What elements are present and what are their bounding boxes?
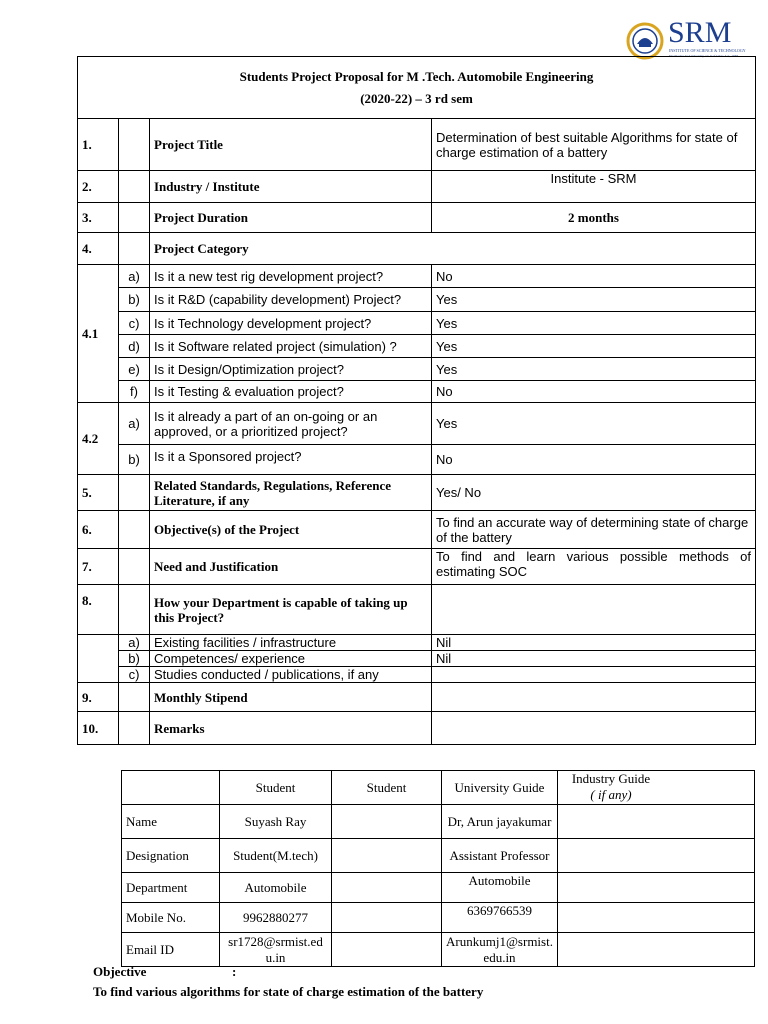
row-spacer [119, 203, 150, 233]
row-category [78, 233, 756, 265]
title-row [78, 57, 756, 119]
sig-student-1-value: Automobile [220, 873, 332, 903]
sig-university-guide-value: 6369766539 [442, 903, 558, 933]
row-spacer [78, 635, 119, 651]
sig-student-1-value: Student(M.tech) [220, 839, 332, 873]
item-letter: e) [119, 358, 150, 381]
row-spacer [119, 233, 150, 265]
row-value: Yes/ No [432, 475, 756, 511]
item-answer: Nil [432, 651, 756, 667]
item-letter: b) [119, 445, 150, 475]
sig-industry-guide-value [558, 839, 755, 873]
item-answer: No [432, 381, 756, 403]
row-value: Institute - SRM [432, 171, 756, 203]
row-4-1-b [78, 288, 756, 312]
sig-student-2-value [332, 805, 442, 839]
row-project-title [78, 119, 756, 171]
item-letter: f) [119, 381, 150, 403]
row-4-1-f [78, 381, 756, 403]
row-4-2-b [78, 445, 756, 475]
item-question: Is it a Sponsored project? [150, 445, 432, 475]
item-answer: Yes [432, 288, 756, 312]
logo-text: SRM [668, 16, 732, 49]
sig-header-empty [122, 771, 220, 805]
row-number: 9. [78, 683, 119, 712]
row-label: Need and Justification [150, 549, 432, 585]
row-label: How your Department is capable of taking up this Project? [150, 585, 432, 635]
sig-student-2-value [332, 873, 442, 903]
title-line-1: Students Project Proposal for M .Tech. Automobile Engineering [239, 68, 594, 84]
sig-industry-guide-value [558, 805, 755, 839]
document-title [78, 57, 756, 119]
row-number: 1. [78, 119, 119, 171]
sig-industry-guide-value [558, 873, 755, 903]
item-question: Is it Software related project (simulation) ? [150, 335, 432, 358]
item-answer: Yes [432, 312, 756, 335]
item-letter: a) [119, 265, 150, 288]
signatories-table [121, 770, 755, 967]
item-letter: c) [119, 667, 150, 683]
row-label: Objective(s) of the Project [150, 511, 432, 549]
sig-row-email [122, 933, 755, 967]
sig-row-label: Name [122, 805, 220, 839]
row-number: 6. [78, 511, 119, 549]
item-letter: b) [119, 288, 150, 312]
item-letter: a) [119, 403, 150, 445]
sig-row-department [122, 873, 755, 903]
sig-header-university-guide: University Guide [442, 771, 558, 805]
row-spacer [119, 119, 150, 171]
objective-text: To find various algorithms for state of charge estimation of the battery [93, 984, 484, 999]
row-spacer [119, 511, 150, 549]
row-value [432, 683, 756, 712]
row-spacer [78, 651, 119, 667]
item-question: Is it R&D (capability development) Project? [150, 288, 432, 312]
row-spacer [119, 475, 150, 511]
objective-label: Objective [93, 964, 147, 979]
objective-colon: : [232, 964, 237, 979]
sig-header-row [122, 771, 755, 805]
sig-university-guide-value: Automobile [442, 873, 558, 903]
sig-student-2-value [332, 903, 442, 933]
sig-row-label: Mobile No. [122, 903, 220, 933]
sig-header-student-1: Student [220, 771, 332, 805]
sig-student-2-value [332, 933, 442, 967]
row-8-a [78, 635, 756, 651]
item-answer: Yes [432, 403, 756, 445]
row-4-1-e [78, 358, 756, 381]
row-4-2-a [78, 403, 756, 445]
industry-guide-label: Industry Guide [571, 771, 651, 786]
logo-subtitle: INSTITUTE OF SCIENCE & TECHNOLOGY [669, 48, 746, 53]
row-need [78, 549, 756, 585]
sig-student-1-value: Suyash Ray [220, 805, 332, 839]
row-value [432, 712, 756, 745]
row-4-1-c [78, 312, 756, 335]
row-value [432, 585, 756, 635]
industry-guide-note: ( if any) [590, 787, 632, 802]
item-letter: b) [119, 651, 150, 667]
sig-industry-guide-value [558, 903, 755, 933]
sig-student-2-value [332, 839, 442, 873]
row-spacer [119, 712, 150, 745]
row-number: 4. [78, 233, 119, 265]
sig-row-name [122, 805, 755, 839]
item-answer: Yes [432, 358, 756, 381]
item-question: Is it Testing & evaluation project? [150, 381, 432, 403]
row-label: Related Standards, Regulations, Reference Literature, if any [150, 475, 432, 511]
row-number: 5. [78, 475, 119, 511]
sig-row-label: Designation [122, 839, 220, 873]
row-number: 4.2 [78, 403, 119, 475]
row-number: 8. [78, 585, 119, 635]
row-value: 2 months [432, 203, 756, 233]
item-letter: c) [119, 312, 150, 335]
row-number: 4.1 [78, 265, 119, 403]
row-duration [78, 203, 756, 233]
sig-university-guide-value: Assistant Professor [442, 839, 558, 873]
logo-subtitle-2: Deemed to be University u/s 3 of UGC Act, 1956 [669, 54, 739, 58]
item-answer: No [432, 265, 756, 288]
row-industry [78, 171, 756, 203]
sig-university-guide-value: Arunkumj1@srmist.edu.in [442, 933, 558, 967]
row-value: To find an accurate way of determining state of charge of the battery [432, 511, 756, 549]
item-question: Is it already a part of an on-going or an approved, or a prioritized project? [150, 403, 432, 445]
proposal-table [77, 56, 756, 745]
row-8-b [78, 651, 756, 667]
title-line-2: (2020-22) – 3 rd sem [360, 90, 473, 106]
item-question: Competences/ experience [150, 651, 432, 667]
sig-row-mobile [122, 903, 755, 933]
sig-row-label: Email ID [122, 933, 220, 967]
row-capability [78, 585, 756, 635]
row-spacer [119, 549, 150, 585]
row-objective [78, 511, 756, 549]
row-label: Industry / Institute [150, 171, 432, 203]
item-letter: d) [119, 335, 150, 358]
row-number: 10. [78, 712, 119, 745]
item-letter: a) [119, 635, 150, 651]
item-question: Existing facilities / infrastructure [150, 635, 432, 651]
sig-header-industry-guide [558, 771, 755, 805]
row-label: Monthly Stipend [150, 683, 432, 712]
row-stipend [78, 683, 756, 712]
sig-student-1-value: 9962880277 [220, 903, 332, 933]
srm-seal-icon [626, 22, 664, 60]
row-number: 3. [78, 203, 119, 233]
row-4-1-a [78, 265, 756, 288]
row-8-c [78, 667, 756, 683]
row-label: Project Title [150, 119, 432, 171]
item-question: Is it Technology development project? [150, 312, 432, 335]
row-value: Determination of best suitable Algorithms for state of charge estimation of a battery [432, 119, 756, 171]
need-line-1: To find and learn various possible methods of [436, 549, 752, 564]
row-spacer [119, 171, 150, 203]
sig-header-student-2: Student [332, 771, 442, 805]
sig-row-designation [122, 839, 755, 873]
item-question: Is it a new test rig development project? [150, 265, 432, 288]
sig-industry-guide-value [558, 933, 755, 967]
row-spacer [119, 585, 150, 635]
row-value [432, 549, 756, 585]
row-spacer [78, 667, 119, 683]
sig-row-label: Department [122, 873, 220, 903]
row-number: 7. [78, 549, 119, 585]
row-number: 2. [78, 171, 119, 203]
item-question: Studies conducted / publications, if any [150, 667, 432, 683]
row-remarks [78, 712, 756, 745]
row-spacer [119, 683, 150, 712]
row-standards [78, 475, 756, 511]
row-label: Remarks [150, 712, 432, 745]
item-answer: Yes [432, 335, 756, 358]
item-answer: No [432, 445, 756, 475]
need-line-2: estimating SOC [436, 564, 528, 579]
row-label: Project Duration [150, 203, 432, 233]
row-4-1-d [78, 335, 756, 358]
sig-student-1-value: sr1728@srmist.edu.in [220, 933, 332, 967]
item-answer: Nil [432, 635, 756, 651]
sig-university-guide-value: Dr, Arun jayakumar [442, 805, 558, 839]
item-answer [432, 667, 756, 683]
row-label: Project Category [150, 233, 756, 265]
item-question: Is it Design/Optimization project? [150, 358, 432, 381]
